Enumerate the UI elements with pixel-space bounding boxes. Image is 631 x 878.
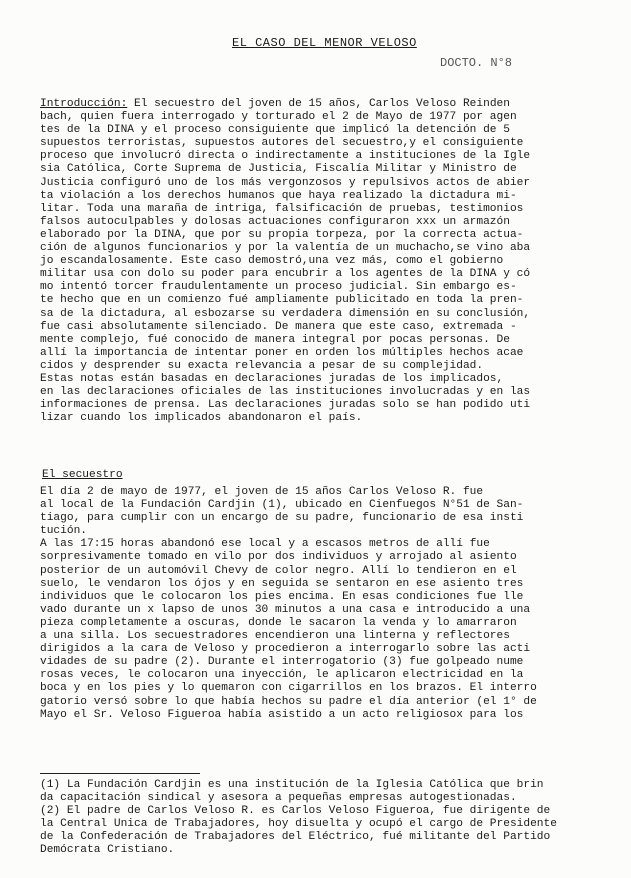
secuestro-section	[40, 486, 590, 722]
secuestro-heading: El secuestro	[42, 469, 123, 481]
intro-text-line: allí la importancia de intentar poner en orden los múltiples hechos acae	[40, 346, 524, 359]
intro-text-line: ta violación a los derechos humanos que haya realizado la dictadura mi-	[40, 189, 517, 202]
secuestro-text-line: individuos que le colocaron los pies encima. En esas condiciones fue lle	[40, 590, 524, 603]
secuestro-text-line: Mayo el Sr. Veloso Figueroa había asistido a un acto religiosox para los	[40, 708, 524, 721]
document-reference: DOCTO. N°8	[440, 56, 513, 70]
intro-text-line: proceso que involucró directa o indirectamente a instituciones de la Igle	[40, 150, 531, 163]
introduction-section	[40, 98, 590, 425]
intro-text-line: supuestos terroristas, supuestos autores del secuestro,y el consiguiente	[40, 137, 524, 150]
intro-text-line: lizar cuando los implicados abandonaron el país.	[40, 412, 363, 425]
footnote-line: la Central Unica de Trabajadores, hoy disuelta y ocupó el cargo de Presidente	[40, 818, 557, 831]
intro-text-line: litar. Toda una maraña de intriga, falsificación de pruebas, testimonios	[40, 202, 524, 215]
footnote-divider	[40, 773, 200, 774]
intro-text-line: Estas notas están basadas en declaraciones juradas de los implicados,	[40, 372, 504, 385]
intro-text-line: militar usa con dolo su poder para encubrir a los agentes de la DINA y có	[40, 268, 531, 281]
intro-text-line: Justicia configuró uno de los más vergonzosos y repulsivos actos de abier	[40, 176, 531, 189]
intro-text-line: jo escandalosamente. Este caso demostró,una vez más, como el gobierno	[40, 255, 504, 268]
secuestro-text-line: tución.	[40, 525, 87, 538]
secuestro-text-line: a una silla. Los secuestradores encendieron una linterna y reflectores	[40, 630, 510, 643]
secuestro-text-line: vidades de su padre (2). Durante el interrogatorio (3) fue golpeado nume	[40, 656, 524, 669]
secuestro-text-line: rosas veces, le colocaron una inyección, le aplicaron electricidad en la	[40, 669, 524, 682]
secuestro-text-line: boca y en los pies y lo quemaron con cigarrillos en los brazos. El interro	[40, 682, 537, 695]
intro-text-line: mente complejo, fué conocido de manera integral por pocas personas. De	[40, 333, 510, 346]
footnote-line: de la Confederación de Trabajadores del Eléctrico, fué militante del Partido	[40, 831, 551, 844]
footnote-line: (2) El padre de Carlos Veloso R. es Carlos Veloso Figueroa, fue dirigente de	[40, 805, 551, 818]
secuestro-text-line: El día 2 de mayo de 1977, el joven de 15 años Carlos Veloso R. fue	[40, 486, 484, 498]
secuestro-text-line: sorpresivamente tomado en vilo por dos individuos y arrojado al asiento	[40, 551, 517, 564]
intro-text-line: elaborado por la DINA, que por su propia torpeza, por la correcta actua-	[40, 228, 524, 241]
intro-text-line: tes de la DINA y el proceso consiguiente que implicó la detención de 5	[40, 124, 510, 137]
intro-text-line: en las declaraciones oficiales de las instituciones involucradas y en las	[40, 386, 531, 399]
secuestro-text-line: posterior de un automóvil Chevy de color negro. Allí lo tendieron en el	[40, 564, 517, 577]
secuestro-text-line: dirigidos a la cara de Veloso y procedieron a interrogarlo sobre las acti	[40, 643, 531, 656]
footnote-line: (1) La Fundación Cardjin es una institución de la Iglesia Católica que brin	[40, 779, 544, 791]
text-line: El secuestro del joven de 15 años, Carlos Veloso Reinden	[127, 98, 510, 110]
introduction-heading: Introducción:	[40, 98, 128, 110]
secuestro-text-line: gatorio versó sobre lo que había hechos su padre el día anterior (el 1° de	[40, 695, 537, 708]
intro-text-line: bach, quien fuera interrogado y torturado el 2 de Mayo de 1977 por agen	[40, 111, 517, 124]
intro-text-line: ción de algunos funcionarios y por la valentía de un muchacho,se vino aba	[40, 242, 531, 255]
secuestro-text-line: al local de la Fundación Cardjin (1), ubicado en Cienfuegos N°51 de San-	[40, 499, 524, 512]
footnotes-section	[40, 779, 590, 858]
secuestro-text-line: tiago, para cumplir con un encargo de su padre, funcionario de esa insti	[40, 512, 524, 525]
intro-text-line: informaciones de prensa. Las declaraciones juradas solo se han podido uti	[40, 399, 531, 412]
intro-text-line: fue casi absolutamente silenciado. De manera que este caso, extremada -	[40, 320, 517, 333]
intro-text-line: mo intentó torcer fraudulentamente un proceso judicial. Sin embargo es-	[40, 281, 517, 294]
intro-text-line: falsos autoculpables y dolosas actuaciones configuraron xxx un armazón	[40, 215, 510, 228]
document-title: EL CASO DEL MENOR VELOSO	[232, 36, 417, 50]
footnote-line: Demócrata Cristiano.	[40, 844, 175, 857]
intro-text-line	[40, 98, 590, 111]
intro-text-line: sia Católica, Corte Suprema de Justicia, Fiscalía Militar y Ministro de	[40, 163, 517, 176]
footnote-line: da capacitación sindical y asesora a pequeñas empresas autogestionadas.	[40, 792, 517, 805]
intro-text-line: cidos y desprender su exacta relevancia a pesar de su complejidad.	[40, 359, 484, 372]
intro-text-line: te hecho que en un comienzo fué ampliamente publicitado en toda la pren-	[40, 294, 524, 307]
secuestro-text-line: vado durante un x lapso de unos 30 minutos a una casa e introducido a una	[40, 603, 531, 616]
intro-text-line: sa de la dictadura, al esbozarse su verdadera dimensión en su conclusión,	[40, 307, 531, 320]
secuestro-text-line: suelo, le vendaron los ójos y en seguida se sentaron en ese asiento tres	[40, 577, 524, 590]
secuestro-text-line: pieza completamente a oscuras, donde le sacaron la venda y lo amarraron	[40, 616, 517, 629]
secuestro-text-line: A las 17:15 horas abandonó ese local y a escasos metros de allí fue	[40, 538, 490, 551]
